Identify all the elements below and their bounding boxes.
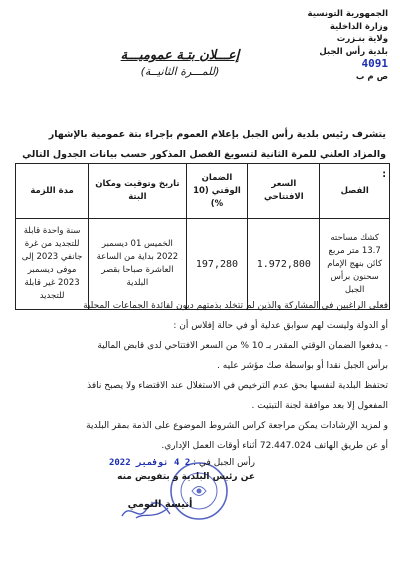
letterhead [278, 8, 388, 83]
date-stamp: 2 4 نوفمبر 2022 [108, 458, 191, 468]
note-line: أو عن طريق الهاتف 72.447.024 أثناء أوقات العمل الإداري. [161, 441, 388, 451]
cell-plot: كشك مساحته 13.7 متر مربع كائن بنهج الإمام سحنون برأس الجبل [320, 219, 390, 310]
title-main: إعـــلان بتـة عموميـــة [120, 48, 240, 63]
reference-code: ص م ب [355, 71, 388, 82]
letterhead-municipality: بلدية رأس الجبل [319, 46, 388, 57]
cell-duration: سنة واحدة قابلة للتجديد من غرة جانفي 2023 إلى موفى ديسمبر 2023 غير قابلة للتجديد [16, 219, 89, 310]
note-line: فعلى الراغبين في المشاركة والذين لم تتخلد بذمتهم ديون لفائدة الجماعات المحلية [83, 301, 388, 311]
cell-guarantee: 197,280 [186, 219, 248, 310]
table-header-row [16, 164, 390, 219]
signature-block [95, 456, 255, 512]
note-line: و لمزيد الإرشادات يمكن مراجعة كراس الشروط الموضوع على الذمة بمقر البلدية [86, 421, 388, 431]
note-line: تحتفظ البلدية لنفسها بحق عدم الترخيص في الاستغلال عند الاقتضاء ولا يصبح نافذ [87, 381, 388, 391]
title-sub: (للمـــرة الثانيــة) [140, 65, 220, 78]
header-plot: الفصل [320, 164, 390, 219]
note-line: أو الدولة وليست لهم سوابق عدلية أو في حالة إفلاس أن : [173, 321, 388, 331]
signature-place: رأس الجبل في : [193, 458, 255, 468]
signature-date [95, 456, 255, 470]
signature-role: عن رئيس البلدية و بتفويض منه [117, 472, 255, 482]
notes-section [14, 296, 388, 456]
letterhead-republic: الجمهورية التونسية [307, 9, 388, 19]
note-line: - يدفعوا الضمان الوقتي المقدر بـ 10 % من السعر الافتتاحي لدى قابض المالية [97, 341, 388, 351]
header-opening-price: السعر الافتتاحي [248, 164, 320, 219]
note-line: برأس الجبل نقدا أو بواسطة صك مؤشر عليه . [217, 361, 388, 371]
note-line: المفعول إلا بعد موافقة لجنة التبتيت . [251, 401, 388, 411]
auction-table [15, 163, 390, 310]
reference-number: 4091 [361, 57, 388, 70]
cell-opening-price: 1.972,800 [248, 219, 320, 310]
header-date-place: تاريخ وتوقيت ومكان البتة [89, 164, 186, 219]
header-guarantee: الضمان الوقتي (10 %) [186, 164, 248, 219]
letterhead-ministry: وزارة الداخلية [329, 21, 388, 32]
header-duration: مدة اللزمة [16, 164, 89, 219]
intro-paragraph: يتشرف رئيس بلدية رأس الجبل بإعلام العموم بإجراء بتة عمومية بالإشهار والمزاد العلني للمرة الثانية لتسويغ الفصل المذكور حسب بيانات الجدول التالي : [22, 129, 386, 180]
announcement-title [90, 48, 270, 78]
cell-date-place: الخميس 01 ديسمبر 2022 بداية من الساعة العاشرة صباحا بقصر البلدية [89, 219, 186, 310]
signatory-name: أنيسة التومي [127, 499, 193, 510]
letterhead-governorate: ولاية بنـزرت [336, 34, 388, 44]
